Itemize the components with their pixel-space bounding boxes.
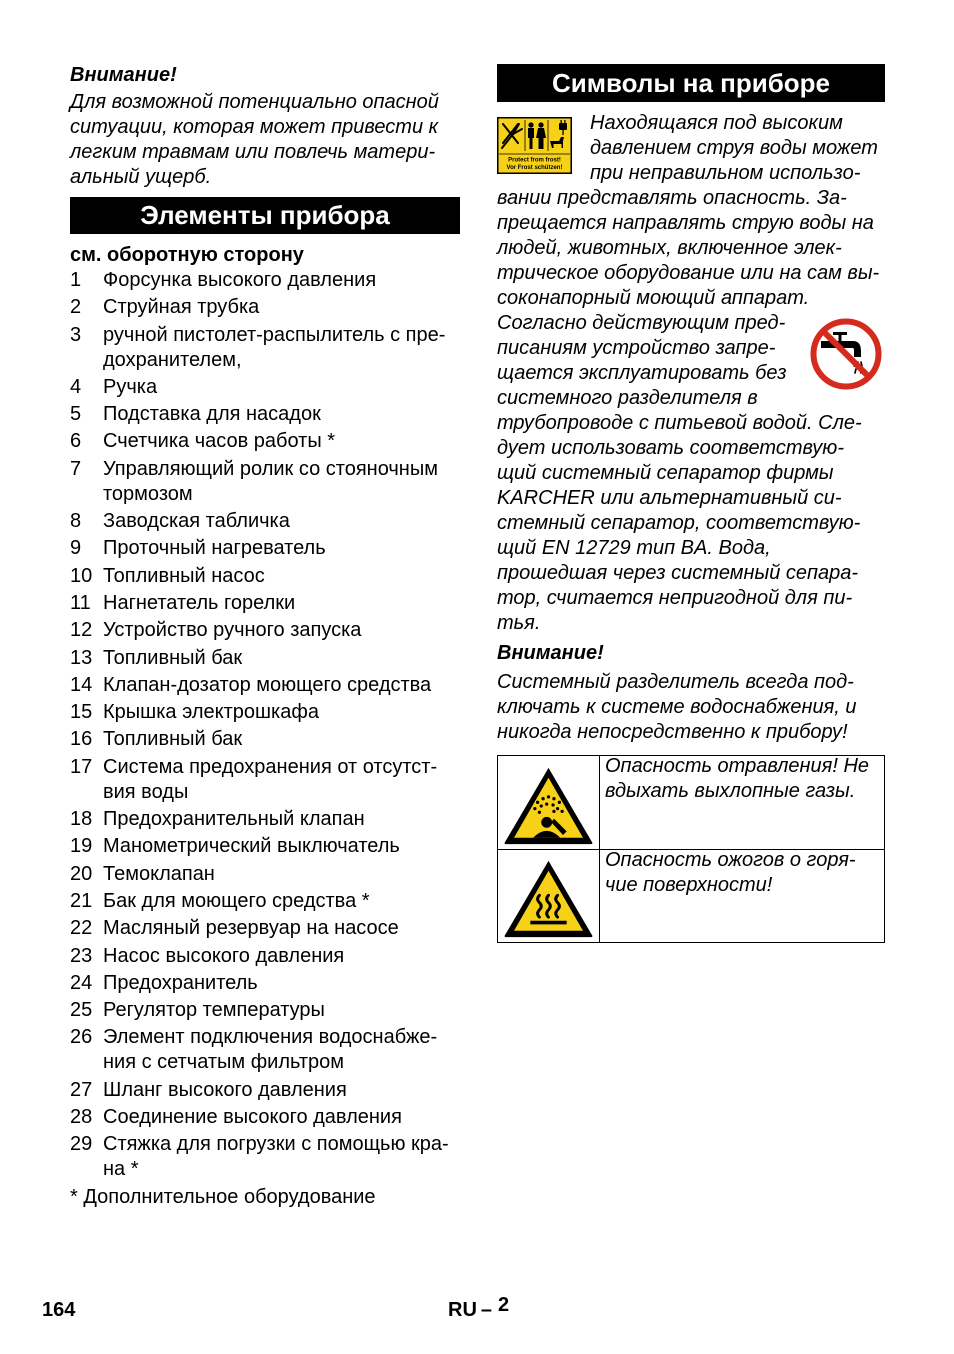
item-text bbox=[103, 591, 295, 616]
item-number: 13 bbox=[70, 646, 93, 669]
list-item bbox=[70, 944, 460, 969]
list-item bbox=[70, 564, 460, 589]
warning-title: Внимание! bbox=[497, 641, 604, 664]
item-text-line: Темоклапан bbox=[103, 862, 215, 885]
item-number: 26 bbox=[70, 1026, 93, 1049]
table-cell-icon bbox=[498, 756, 600, 849]
list-item bbox=[70, 509, 460, 534]
list-item bbox=[70, 323, 460, 373]
warning-text-line: ситуации, которая может привести к bbox=[70, 116, 439, 138]
list-item bbox=[70, 807, 460, 832]
item-text bbox=[103, 457, 438, 507]
item-text-line: Подставка для насадок bbox=[103, 403, 321, 426]
item-text-line: тормозом bbox=[103, 482, 193, 505]
description-line: Находящаяся под высоким bbox=[590, 112, 843, 134]
item-text bbox=[103, 834, 400, 859]
item-number: 4 bbox=[70, 375, 82, 398]
item-text-line: Клапан-дозатор моющего средства bbox=[103, 673, 432, 696]
list-item bbox=[70, 916, 460, 941]
warning-text-line: никогда непосредственно к прибору! bbox=[497, 720, 848, 743]
item-text-line: Шланг высокого давления bbox=[103, 1078, 347, 1101]
item-text bbox=[103, 755, 437, 805]
hot-surface-warning-icon bbox=[503, 859, 594, 938]
item-text-line: Элемент подключения водоснабже- bbox=[103, 1026, 438, 1049]
item-number: 1 bbox=[70, 269, 82, 291]
list-item bbox=[70, 646, 460, 671]
description-line: прещается направлять струю воды на bbox=[497, 212, 874, 234]
list-item bbox=[70, 673, 460, 698]
item-number: 24 bbox=[70, 971, 93, 994]
table-row bbox=[498, 850, 884, 942]
item-number: 11 bbox=[70, 591, 91, 614]
item-text bbox=[103, 998, 325, 1023]
item-text-line: Бак для моющего средства * bbox=[103, 889, 370, 912]
warning-text bbox=[70, 90, 439, 190]
description-line: трубопроводе с питьевой водой. Сле- bbox=[497, 412, 862, 434]
item-number: 8 bbox=[70, 510, 82, 533]
table-cell-text bbox=[600, 848, 856, 940]
item-text bbox=[103, 295, 259, 320]
description-line: писаниям устройство запре- bbox=[497, 337, 776, 359]
item-number: 2 bbox=[70, 296, 82, 319]
list-item bbox=[70, 971, 460, 996]
item-number: 15 bbox=[70, 701, 93, 724]
list-item bbox=[70, 1025, 460, 1075]
item-number: 5 bbox=[70, 403, 82, 426]
item-text bbox=[103, 1132, 449, 1182]
list-item bbox=[70, 727, 460, 752]
item-text-line: Проточный нагреватель bbox=[103, 537, 326, 560]
list-item bbox=[70, 402, 460, 427]
footer-separator: – bbox=[480, 1299, 493, 1321]
description-line: давлением струя воды может bbox=[590, 137, 878, 159]
item-number: 9 bbox=[70, 537, 82, 560]
item-number: 20 bbox=[70, 862, 93, 885]
item-text bbox=[103, 402, 321, 427]
item-text bbox=[103, 509, 290, 534]
description-line: щий системный сепаратор фирмы bbox=[497, 462, 834, 484]
item-text bbox=[103, 916, 399, 941]
item-text-line: Соединение высокого давления bbox=[103, 1106, 402, 1129]
description-line: соконапорный моющий аппарат. bbox=[497, 287, 810, 309]
description-line: щается эксплуатировать без bbox=[497, 362, 787, 384]
list-item bbox=[70, 755, 460, 805]
poison-gas-triangle-graphic bbox=[503, 766, 594, 845]
item-text bbox=[103, 375, 157, 400]
description-line: тор, считается непригодной для пи- bbox=[497, 587, 853, 609]
item-number: 23 bbox=[70, 944, 93, 967]
item-number: 28 bbox=[70, 1106, 93, 1129]
table-row bbox=[498, 756, 884, 850]
list-item bbox=[70, 889, 460, 914]
item-text bbox=[103, 564, 265, 589]
item-text-line: Ручка bbox=[103, 375, 158, 398]
item-text-line: Управляющий ролик со стояночным bbox=[103, 457, 438, 480]
item-number: 12 bbox=[70, 619, 93, 642]
item-text bbox=[103, 323, 445, 373]
list-item bbox=[70, 700, 460, 725]
item-text bbox=[103, 1078, 347, 1103]
hazard-text-line: чие поверхности! bbox=[605, 874, 773, 896]
page-number: 164 bbox=[42, 1299, 76, 1321]
table-cell-icon bbox=[498, 850, 600, 942]
item-text-line: Счетчика часов работы * bbox=[103, 430, 336, 453]
item-text bbox=[103, 727, 242, 752]
item-text bbox=[103, 944, 344, 969]
item-text-line: на * bbox=[103, 1158, 139, 1181]
item-number: 6 bbox=[70, 430, 82, 453]
item-number: 18 bbox=[70, 808, 93, 831]
frost-label-text-en: Protect from frost! bbox=[508, 157, 561, 164]
description-line: дует использовать соответствую- bbox=[497, 437, 844, 459]
item-text-line: Манометрический выключатель bbox=[103, 835, 400, 858]
item-text bbox=[103, 618, 361, 643]
section-heading-elements: Элементы прибора bbox=[70, 197, 460, 234]
section-number: 2 bbox=[498, 1294, 510, 1316]
no-drinking-water-icon bbox=[810, 318, 882, 390]
optional-equipment-footnote: * Дополнительное оборудование bbox=[70, 1185, 376, 1208]
item-text-line: Заводская табличка bbox=[103, 510, 290, 533]
item-text-line: Насос высокого давления bbox=[103, 944, 345, 967]
hot-surface-triangle-graphic bbox=[503, 859, 594, 938]
warning-text-line: Системный разделитель всегда под- bbox=[497, 670, 854, 693]
warning-title: Внимание! bbox=[70, 64, 177, 86]
item-text bbox=[103, 1105, 402, 1130]
list-item bbox=[70, 998, 460, 1023]
list-item bbox=[70, 862, 460, 887]
list-item bbox=[70, 536, 460, 561]
hazard-text-line: Опасность ожогов о горя- bbox=[605, 849, 856, 871]
item-text-line: Нагнетатель горелки bbox=[103, 591, 296, 614]
description-line: тья. bbox=[497, 612, 541, 634]
item-text bbox=[103, 971, 258, 996]
item-text-line: Стяжка для погрузки с помощью кра- bbox=[103, 1133, 449, 1156]
table-cell-text bbox=[600, 754, 869, 847]
item-text bbox=[103, 536, 326, 561]
description-line: Согласно действующим пред- bbox=[497, 312, 786, 334]
item-number: 19 bbox=[70, 835, 93, 858]
footer-section-marker bbox=[448, 1294, 510, 1323]
item-text bbox=[103, 673, 431, 698]
item-text bbox=[103, 889, 370, 914]
item-text-line: Крышка электрошкафа bbox=[103, 701, 319, 724]
item-text-line: Предохранитель bbox=[103, 971, 258, 994]
item-number: 21 bbox=[70, 889, 93, 912]
list-item bbox=[70, 429, 460, 454]
description-line: системного разделителя в bbox=[497, 387, 758, 409]
warning-text-line: альный ущерб. bbox=[70, 166, 212, 188]
item-number: 16 bbox=[70, 728, 93, 751]
item-text-line: Форсунка высокого давления bbox=[103, 269, 377, 291]
item-text-line: ния с сетчатым фильтром bbox=[103, 1051, 345, 1074]
item-text bbox=[103, 1025, 437, 1075]
description-line: прошедшая через системный сепара- bbox=[497, 562, 859, 584]
warning-text bbox=[497, 670, 857, 745]
item-number: 17 bbox=[70, 755, 93, 778]
item-text-line: Устройство ручного запуска bbox=[103, 619, 362, 642]
item-text bbox=[103, 862, 215, 887]
item-text-line: дохранителем, bbox=[103, 348, 242, 371]
description-line: трическое оборудование или на сам вы- bbox=[497, 262, 880, 284]
item-text-line: Топливный насос bbox=[103, 564, 265, 587]
elements-list bbox=[70, 268, 460, 1210]
item-number: 29 bbox=[70, 1133, 93, 1156]
list-item bbox=[70, 295, 460, 320]
list-item bbox=[70, 375, 460, 400]
item-number: 27 bbox=[70, 1078, 93, 1101]
item-number: 22 bbox=[70, 917, 93, 940]
warning-text-line: ключать к системе водоснабжения, и bbox=[497, 695, 857, 718]
warning-text-line: Для возможной потенциально опасной bbox=[70, 91, 439, 113]
list-item bbox=[70, 591, 460, 616]
warning-text-line: легким травмам или повлечь матери- bbox=[70, 141, 436, 163]
description-line: стемный сепаратор, соответствую- bbox=[497, 512, 861, 534]
see-other-side-note: см. оборотную сторону bbox=[70, 244, 304, 266]
item-number: 3 bbox=[70, 323, 82, 346]
hazard-symbols-table bbox=[497, 755, 885, 943]
frost-label-text-de: Vor Frost schützen! bbox=[506, 165, 563, 171]
item-text bbox=[103, 807, 365, 832]
item-text bbox=[103, 429, 335, 454]
item-text bbox=[103, 700, 319, 725]
item-text bbox=[103, 268, 376, 293]
item-text-line: Струйная трубка bbox=[103, 296, 260, 319]
list-item bbox=[70, 457, 460, 507]
hazard-text-line: Опасность отравления! Не bbox=[605, 755, 870, 777]
list-item bbox=[70, 268, 460, 293]
description-line: щий EN 12729 тип BA. Вода, bbox=[497, 537, 771, 559]
item-text-line: Предохранительный клапан bbox=[103, 808, 365, 831]
description-line: при неправильном использо- bbox=[590, 162, 861, 184]
list-item bbox=[70, 834, 460, 859]
description-line: KARCHER или альтернативный си- bbox=[497, 487, 842, 509]
language-code: RU bbox=[448, 1299, 477, 1321]
section-heading-symbols: Символы на приборе bbox=[497, 64, 885, 102]
item-text-line: ручной пистолет-распылитель с пре- bbox=[103, 323, 446, 346]
item-number: 25 bbox=[70, 999, 93, 1022]
list-item bbox=[70, 1105, 460, 1130]
item-text-line: Топливный бак bbox=[103, 646, 243, 669]
description-line: вании представлять опасность. За- bbox=[497, 187, 847, 209]
item-number: 10 bbox=[70, 564, 93, 587]
list-item bbox=[70, 618, 460, 643]
description-line: людей, животных, включенное элек- bbox=[497, 237, 842, 259]
list-item bbox=[70, 1078, 460, 1103]
list-item bbox=[70, 1132, 460, 1182]
item-text-line: Топливный бак bbox=[103, 728, 243, 751]
item-text-line: Система предохранения от отсутст- bbox=[103, 755, 438, 778]
poison-gas-warning-icon bbox=[503, 766, 594, 845]
item-text bbox=[103, 646, 242, 671]
item-number: 14 bbox=[70, 673, 93, 696]
item-number: 7 bbox=[70, 457, 82, 480]
item-text-line: Регулятор температуры bbox=[103, 999, 325, 1022]
prohibition-sign-graphic bbox=[810, 318, 882, 390]
hazard-text-line: вдыхать выхлопные газы. bbox=[605, 780, 856, 802]
item-text-line: Масляный резервуар на насосе bbox=[103, 917, 399, 940]
item-text-line: вия воды bbox=[103, 780, 189, 803]
